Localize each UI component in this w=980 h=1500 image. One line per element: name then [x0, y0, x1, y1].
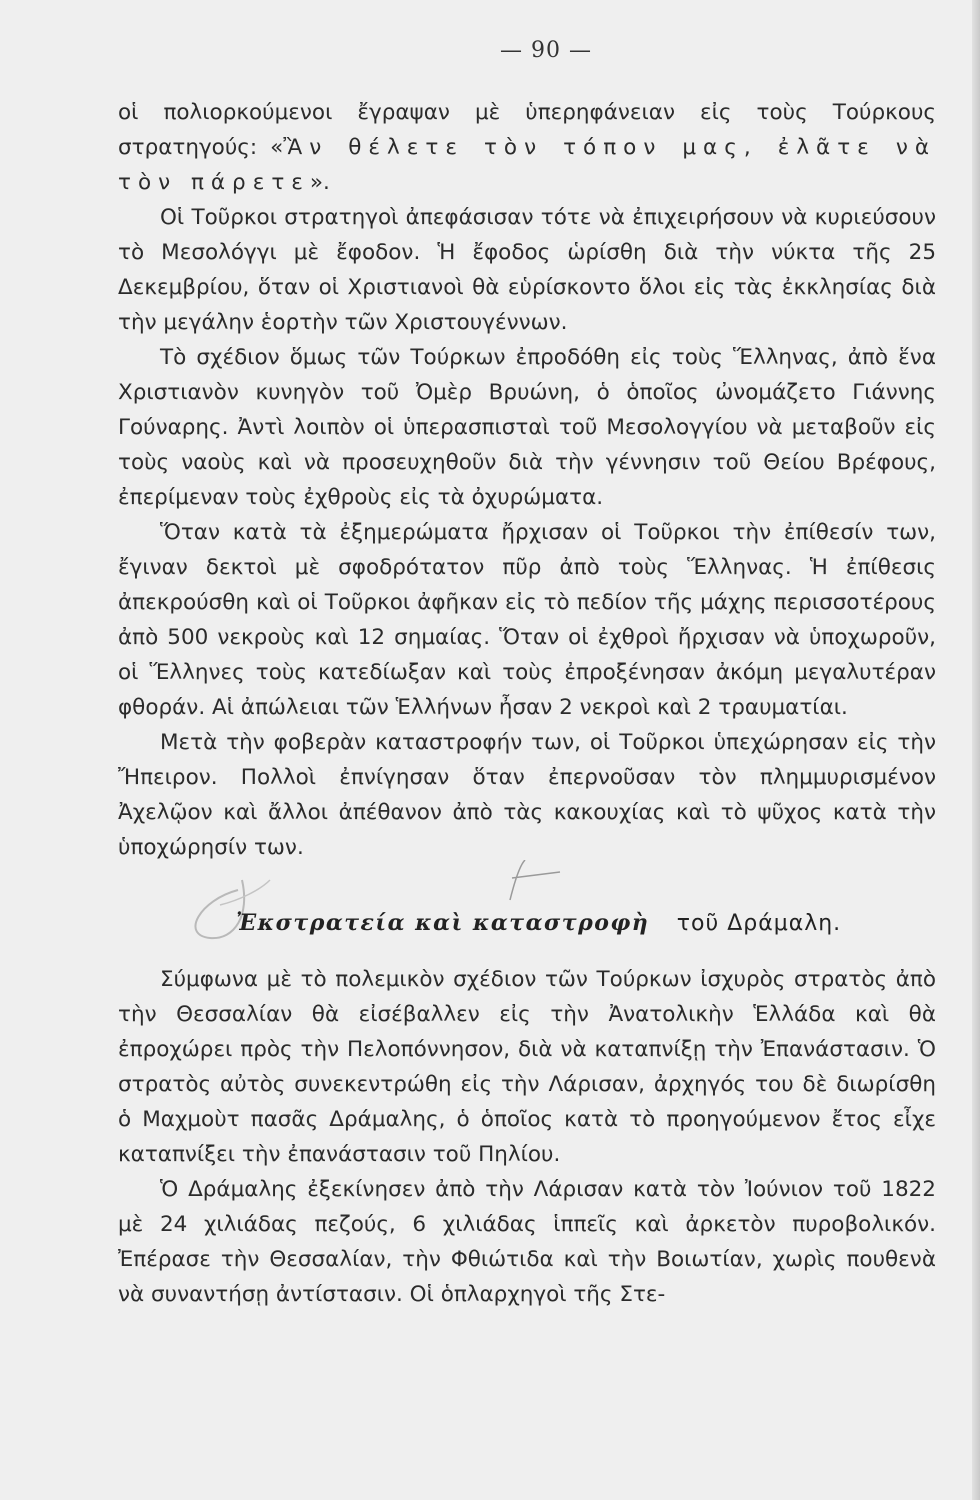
section-heading-main: Ἐκστρατεία καὶ καταστροφὴ: [236, 910, 650, 936]
text-block-top: [118, 95, 936, 865]
section-heading: [236, 910, 856, 936]
quote-spaced: Ἂν θέλετε τὸν τόπον μας, ἐλᾶτε νὰ τὸν πάρετε: [118, 135, 936, 195]
paragraph: Τὸ σχέδιον ὅμως τῶν Τούρκων ἐπροδόθη εἰς τοὺς Ἕλληνας, ἀπὸ ἕνα Χριστιανὸν κυνηγὸν τοῦ Ὀμὲρ Βρυώνη, ὁ ὁποῖος ὠνομάζετο Γιάννης Γούναρης. Ἀντὶ λοιπὸν οἱ ὑπερασπισταὶ τοῦ Μεσολογγίου νὰ μεταβοῦν εἰς τοὺς ναοὺς καὶ νὰ προσευχηθοῦν διὰ τὴν γέννησιν τοῦ Θείου Βρέφους, ἐπερίμεναν τοὺς ἐχθροὺς εἰς τὰ ὀχυρώματα.: [118, 345, 936, 510]
section-heading-tail: τοῦ Δράμαλη.: [676, 911, 842, 936]
paragraph: Οἱ Τοῦρκοι στρατηγοὶ ἀπεφάσισαν τότε νὰ ἐπιχειρήσουν νὰ κυριεύσουν τὸ Μεσολόγγι μὲ ἔφοδον. Ἡ ἔφοδος ὡρίσθη διὰ τὴν νύκτα τῆς 25 Δεκεμβρίου, ὅταν οἱ Χριστιανοὶ θὰ εὑρίσκοντο ὅλοι εἰς τὰς ἐκκλησίας διὰ τὴν μεγάλην ἑορτὴν τῶν Χριστουγέννων.: [118, 205, 936, 335]
page-number: — 90 —: [500, 38, 592, 63]
paragraph: Μετὰ τὴν φοβερὰν καταστροφήν των, οἱ Τοῦρκοι ὑπεχώρησαν εἰς τὴν Ἤπειρον. Πολλοὶ ἐπνίγησαν ὅταν ἐπερνοῦσαν τὸν πλημμυρισμένον Ἀχελῷον καὶ ἄλλοι ἀπέθανον ἀπὸ τὰς κακουχίας καὶ τὸ ψῦχος κατὰ τὴν ὑποχώρησίν των.: [118, 730, 936, 860]
paragraph: Σύμφωνα μὲ τὸ πολεμικὸν σχέδιον τῶν Τούρκων ἰσχυρὸς στρατὸς ἀπὸ τὴν Θεσσαλίαν θὰ εἰσέβαλλεν εἰς τὴν Ἀνατολικὴν Ἑλλάδα καὶ θὰ ἐπροχώρει πρὸς τὴν Πελοπόννησον, διὰ νὰ καταπνίξῃ τὴν Ἐπανάστασιν. Ὁ στρατὸς αὐτὸς συνεκεντρώθη εἰς τὴν Λάρισαν, ἀρχηγός του δὲ διωρίσθη ὁ Μαχμοὺτ πασᾶς Δράμαλης, ὁ ὁποῖος κατὰ τὸ προηγούμενον ἔτος εἶχε καταπνίξει τὴν ἐπανάστασιν τοῦ Πηλίου.: [118, 967, 936, 1167]
paragraph: Ὅταν κατὰ τὰ ἐξημερώματα ἤρχισαν οἱ Τοῦρκοι τὴν ἐπίθεσίν των, ἔγιναν δεκτοὶ μὲ σφοδρότατον πῦρ ἀπὸ τοὺς Ἕλληνας. Ἡ ἐπίθεσις ἀπεκρούσθη καὶ οἱ Τοῦρκοι ἀφῆκαν εἰς τὸ πεδίον τῆς μάχης περισσοτέρους ἀπὸ 500 νεκροὺς καὶ 12 σημαίας. Ὅταν οἱ ἐχθροὶ ἤρχισαν νὰ ὑποχωροῦν, οἱ Ἕλληνες τοὺς κατεδίωξαν καὶ τοὺς ἐπροξένησαν ἀκόμη μεγαλυτέραν φθοράν. Αἱ ἀπώλειαι τῶν Ἑλλήνων ἦσαν 2 νεκροὶ καὶ 2 τραυματίαι.: [118, 520, 936, 720]
paragraph: Ὁ Δράμαλης ἐξεκίνησεν ἀπὸ τὴν Λάρισαν κατὰ τὸν Ἰούνιον τοῦ 1822 μὲ 24 χιλιάδας πεζούς, 6 χιλιάδας ἱππεῖς καὶ ἀρκετὸν πυροβολικόν. Ἐπέρασε τὴν Θεσσαλίαν, τὴν Φθιώτιδα καὶ τὴν Βοιωτίαν, χωρὶς πουθενὰ νὰ συναντήσῃ ἀντίστασιν. Οἱ ὁπλαρχηγοὶ τῆς Στε-: [118, 1177, 936, 1307]
quote-lead: οἱ πολιορκούμενοι ἔγραψαν μὲ ὑπερηφάνειαν εἰς τοὺς Τούρκους στρατηγούς: «: [118, 100, 936, 160]
page-edge: [972, 0, 980, 1500]
quote-close: ».: [309, 170, 330, 195]
text-block-bottom: [118, 962, 936, 1312]
paragraph-quote: [118, 95, 936, 200]
